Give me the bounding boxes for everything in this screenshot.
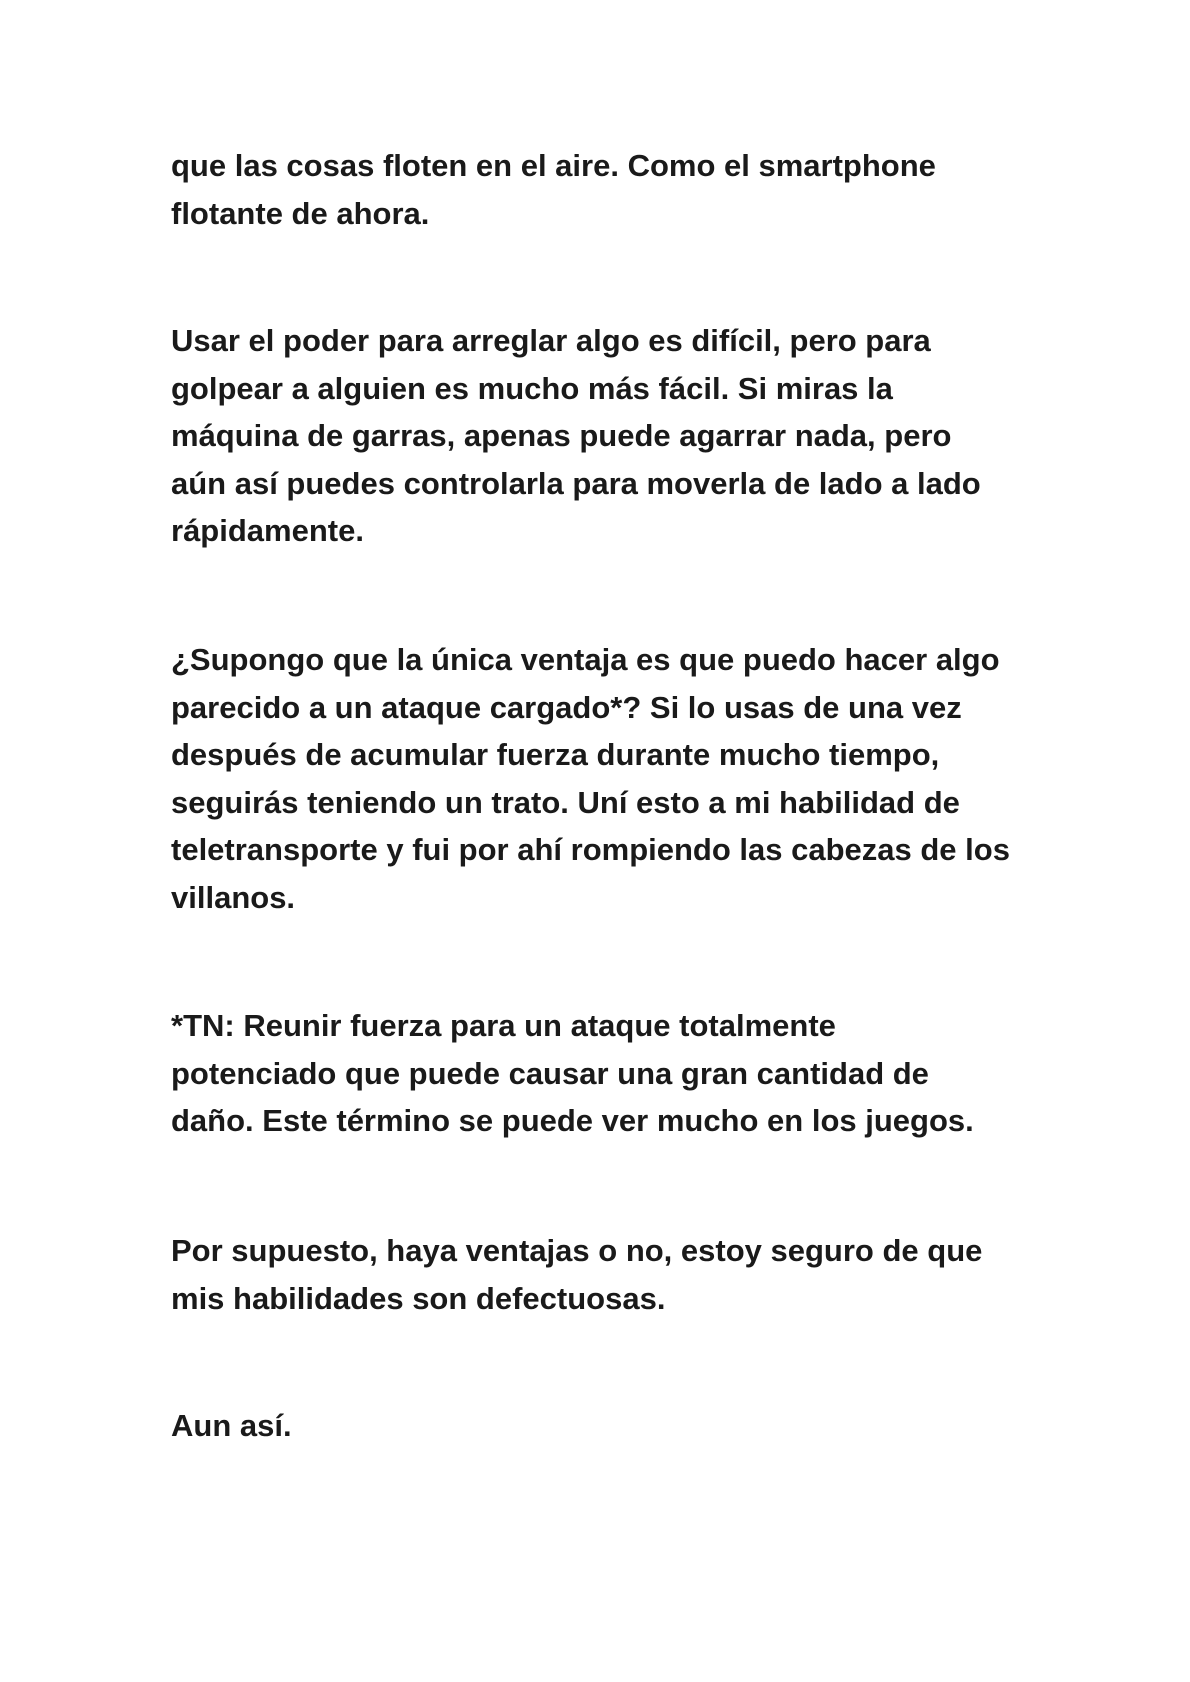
text-line: Usar el poder para arreglar algo es difícil, pero para [171,323,931,358]
paragraph-3 [171,636,1051,921]
text-line: mis habilidades son defectuosas. [171,1280,666,1316]
text-line: daño. Este término se puede ver mucho en los juegos. [171,1103,974,1138]
text-line: después de acumular fuerza durante mucho tiempo, [171,737,940,772]
text-line: que las cosas floten en el aire. Como el smartphone [171,148,936,183]
text-line: aún así puedes controlarla para moverla de lado a lado [171,465,981,501]
text-line: flotante de ahora. [171,195,430,231]
text-line: teletransporte y fui por ahí rompiendo las cabezas de los [171,832,1010,867]
text-line: ¿Supongo que la única ventaja es que puedo hacer algo [171,642,1000,677]
paragraph-5 [171,1227,1051,1322]
text-line: villanos. [171,879,296,915]
text-line: seguirás teniendo un trato. Uní esto a mi habilidad de [171,784,960,820]
text-line: golpear a alguien es mucho más fácil. Si miras la [171,370,893,406]
paragraph-1 [171,142,1051,237]
text-line: parecido a un ataque cargado*? Si lo usas de una vez [171,689,962,725]
text-line: Por supuesto, haya ventajas o no, estoy seguro de que [171,1233,983,1268]
translator-note [171,1002,1051,1145]
text-line: Aun así. [171,1408,292,1443]
paragraph-6 [171,1402,1051,1450]
paragraph-2 [171,317,1051,555]
text-line: potenciado que puede causar una gran cantidad de [171,1055,929,1091]
text-line: máquina de garras, apenas puede agarrar nada, pero [171,418,952,453]
text-line: *TN: Reunir fuerza para un ataque totalmente [171,1008,836,1043]
text-line: rápidamente. [171,513,364,548]
